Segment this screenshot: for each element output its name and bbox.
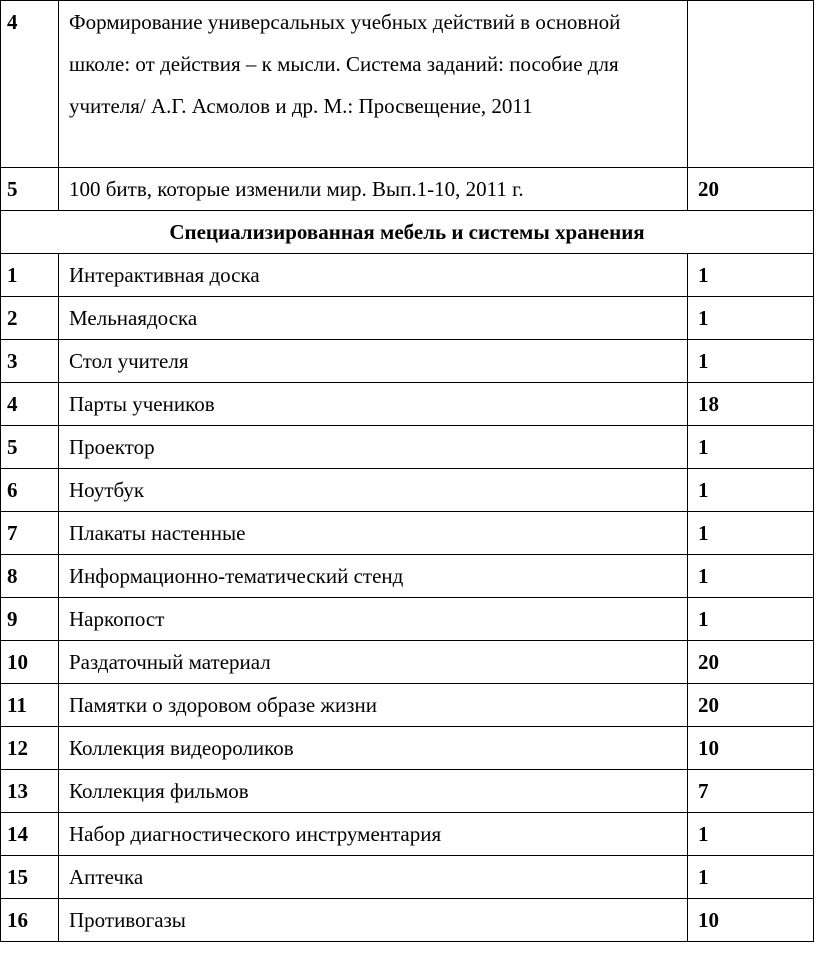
row-name: Раздаточный материал bbox=[59, 641, 688, 684]
row-quantity: 1 bbox=[688, 813, 814, 856]
table-row bbox=[1, 254, 814, 297]
row-number: 4 bbox=[1, 1, 59, 168]
table-row bbox=[1, 1, 814, 168]
row-quantity bbox=[688, 1, 814, 168]
table-row bbox=[1, 899, 814, 942]
row-number: 12 bbox=[1, 727, 59, 770]
row-quantity: 1 bbox=[688, 469, 814, 512]
table-row bbox=[1, 297, 814, 340]
section-title: Специализированная мебель и системы хранения bbox=[1, 211, 814, 254]
row-number: 4 bbox=[1, 383, 59, 426]
row-number: 1 bbox=[1, 254, 59, 297]
row-name: Проектор bbox=[59, 426, 688, 469]
row-quantity: 20 bbox=[688, 641, 814, 684]
table-row bbox=[1, 813, 814, 856]
table-row bbox=[1, 168, 814, 211]
row-name: Плакаты настенные bbox=[59, 512, 688, 555]
row-number: 16 bbox=[1, 899, 59, 942]
row-name: Набор диагностического инструментария bbox=[59, 813, 688, 856]
row-quantity: 1 bbox=[688, 598, 814, 641]
row-name: Наркопост bbox=[59, 598, 688, 641]
row-quantity: 1 bbox=[688, 340, 814, 383]
row-number: 13 bbox=[1, 770, 59, 813]
row-name: Коллекция фильмов bbox=[59, 770, 688, 813]
table-row bbox=[1, 469, 814, 512]
row-number: 5 bbox=[1, 426, 59, 469]
table-row bbox=[1, 598, 814, 641]
table-row bbox=[1, 383, 814, 426]
row-quantity: 1 bbox=[688, 512, 814, 555]
row-name: Интерактивная доска bbox=[59, 254, 688, 297]
table-row bbox=[1, 727, 814, 770]
row-name: Мельнаядоска bbox=[59, 297, 688, 340]
row-name: 100 битв, которые изменили мир. Вып.1-10, 2011 г. bbox=[59, 168, 688, 211]
row-name: Памятки о здоровом образе жизни bbox=[59, 684, 688, 727]
row-quantity: 18 bbox=[688, 383, 814, 426]
equipment-table-body bbox=[1, 1, 814, 942]
row-number: 3 bbox=[1, 340, 59, 383]
row-number: 15 bbox=[1, 856, 59, 899]
row-quantity: 20 bbox=[688, 168, 814, 211]
row-name: Стол учителя bbox=[59, 340, 688, 383]
row-number: 11 bbox=[1, 684, 59, 727]
row-quantity: 10 bbox=[688, 899, 814, 942]
row-name: Информационно-тематический стенд bbox=[59, 555, 688, 598]
table-row bbox=[1, 641, 814, 684]
row-quantity: 7 bbox=[688, 770, 814, 813]
row-quantity: 1 bbox=[688, 254, 814, 297]
row-quantity: 1 bbox=[688, 426, 814, 469]
row-number: 14 bbox=[1, 813, 59, 856]
table-row bbox=[1, 770, 814, 813]
row-quantity: 1 bbox=[688, 856, 814, 899]
row-name: Противогазы bbox=[59, 899, 688, 942]
table-row bbox=[1, 426, 814, 469]
row-name: Аптечка bbox=[59, 856, 688, 899]
row-number: 9 bbox=[1, 598, 59, 641]
table-row bbox=[1, 512, 814, 555]
section-header-row bbox=[1, 211, 814, 254]
row-number: 2 bbox=[1, 297, 59, 340]
row-name: Формирование универсальных учебных действий в основной школе: от действия – к мысли. Система заданий: пособие для учителя/ А.Г. Асмолов и др. М.: Просвещение, 2011 bbox=[59, 1, 688, 168]
table-row bbox=[1, 684, 814, 727]
row-name: Парты учеников bbox=[59, 383, 688, 426]
row-number: 10 bbox=[1, 641, 59, 684]
row-name: Ноутбук bbox=[59, 469, 688, 512]
row-name: Коллекция видеороликов bbox=[59, 727, 688, 770]
table-row bbox=[1, 856, 814, 899]
row-number: 6 bbox=[1, 469, 59, 512]
row-quantity: 20 bbox=[688, 684, 814, 727]
row-quantity: 10 bbox=[688, 727, 814, 770]
row-number: 7 bbox=[1, 512, 59, 555]
row-quantity: 1 bbox=[688, 297, 814, 340]
row-number: 8 bbox=[1, 555, 59, 598]
row-number: 5 bbox=[1, 168, 59, 211]
row-quantity: 1 bbox=[688, 555, 814, 598]
table-row bbox=[1, 555, 814, 598]
table-row bbox=[1, 340, 814, 383]
